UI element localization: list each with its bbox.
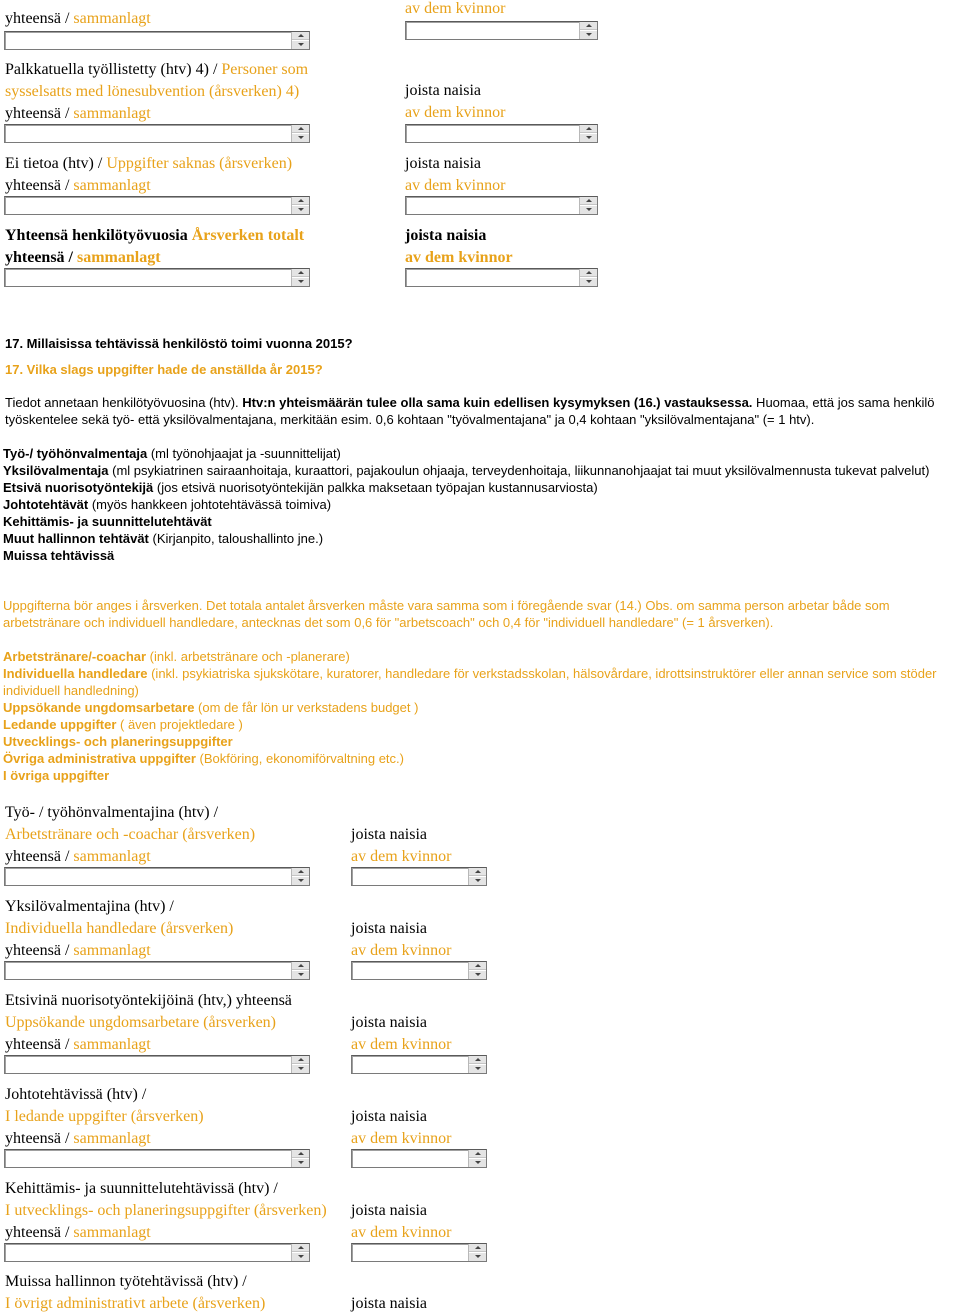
role-row-individual-coach xyxy=(5,896,233,962)
fi-list-item xyxy=(3,445,958,462)
role-row-other-admin xyxy=(5,1271,265,1315)
row1-women-sv: av dem kvinnor xyxy=(405,104,506,121)
spin-up-icon[interactable] xyxy=(469,1244,486,1252)
row3-total-sv: sammanlagt xyxy=(77,249,161,266)
q17-instr-fi-3: Huomaa, että jos sama henkilö työskentelee sekä työ- että yksilövalmentajana, merkitään esim. 0,6 kohtaan "työvalmentajana" ja 0,4 kohtaan "yksilövalmentajana" (= 1 htv). xyxy=(5,395,935,427)
fi-list-item-term: Etsivä nuorisotyöntekijä xyxy=(3,480,154,495)
role-women-sv: av dem kvinnor xyxy=(351,942,452,959)
row2-title-fi: Ei tietoa (htv) / xyxy=(5,155,103,172)
row1-title xyxy=(5,59,308,125)
fi-list-item-term: Työ-/ työhönvalmentaja xyxy=(3,446,148,461)
spin-down-icon[interactable] xyxy=(292,970,309,979)
spin-up-icon[interactable] xyxy=(292,962,309,970)
row3-title xyxy=(5,225,304,269)
role-total-fi: yhteensä / xyxy=(5,848,70,865)
spin-arrows[interactable] xyxy=(468,868,486,885)
spin-down-icon[interactable] xyxy=(292,1158,309,1167)
spin-up-icon[interactable] xyxy=(292,32,309,40)
role-title-sv: I ledande uppgifter (årsverken) xyxy=(5,1108,204,1125)
sv-list-item xyxy=(3,733,958,750)
spin-down-icon[interactable] xyxy=(469,876,486,885)
spin-down-icon[interactable] xyxy=(580,277,597,286)
row2-title-sv: Uppgifter saknas (årsverken) xyxy=(106,155,293,172)
role-total-fi: yhteensä / xyxy=(5,1224,70,1241)
role-women-sv: av dem kvinnor xyxy=(351,1036,452,1053)
development-women-input[interactable] xyxy=(351,1243,487,1262)
row2-women-input[interactable] xyxy=(405,196,598,215)
row1-women-input[interactable] xyxy=(405,124,598,143)
spin-down-icon[interactable] xyxy=(469,1064,486,1073)
spin-down-icon[interactable] xyxy=(292,133,309,142)
spin-up-icon[interactable] xyxy=(469,1056,486,1064)
sv-list-item-term: Ledande uppgifter xyxy=(3,717,117,732)
fi-list-item-term: Kehittämis- ja suunnittelutehtävät xyxy=(3,514,212,529)
row1-women-fi: joista naisia xyxy=(405,82,481,99)
sv-list-item xyxy=(3,767,958,784)
outreach-worker-women-input[interactable] xyxy=(351,1055,487,1074)
spin-arrows[interactable] xyxy=(291,1244,309,1261)
sv-list-item-desc: (Bokföring, ekonomiförvaltning etc.) xyxy=(195,751,404,766)
role-total-sv: sammanlagt xyxy=(73,1036,151,1053)
spin-arrows[interactable] xyxy=(291,1056,309,1073)
role-women-fi: joista naisia xyxy=(351,1014,427,1031)
row2-women-fi: joista naisia xyxy=(405,155,481,172)
q17-instructions-fi xyxy=(5,394,955,428)
row0-total-sv: sammanlagt xyxy=(73,10,151,27)
individual-coach-women-input[interactable] xyxy=(351,961,487,980)
spin-arrows[interactable] xyxy=(579,269,597,286)
role-women-fi: joista naisia xyxy=(351,826,427,843)
spin-arrows[interactable] xyxy=(291,868,309,885)
spin-arrows[interactable] xyxy=(468,1150,486,1167)
row1-title-fi: Palkkatuella työllistetty (htv) 4) / xyxy=(5,61,218,78)
spin-arrows[interactable] xyxy=(468,1244,486,1261)
role-row-development xyxy=(5,1178,327,1244)
spin-down-icon[interactable] xyxy=(292,277,309,286)
role-title-sv: Arbetstränare och -coachar (årsverken) xyxy=(5,826,256,843)
role-total-sv: sammanlagt xyxy=(73,1130,151,1147)
q17-sv-role-list xyxy=(3,648,958,784)
row2-title xyxy=(5,153,292,197)
role-total-sv: sammanlagt xyxy=(73,1224,151,1241)
spin-down-icon[interactable] xyxy=(580,133,597,142)
row0-total-label xyxy=(5,8,151,30)
spin-up-icon[interactable] xyxy=(580,269,597,277)
spin-up-icon[interactable] xyxy=(469,868,486,876)
management-women-input[interactable] xyxy=(351,1149,487,1168)
fi-list-item-desc: (myös hankkeen johtotehtävässä toimiva) xyxy=(88,497,332,512)
spin-arrows[interactable] xyxy=(291,197,309,214)
role-total-fi: yhteensä / xyxy=(5,1130,70,1147)
role-women-fi: joista naisia xyxy=(351,1295,427,1312)
q17-instr-fi-2: Htv:n yhteismäärän tulee olla sama kuin edellisen kysymyksen (16.) vastauksessa. xyxy=(242,395,753,410)
fi-list-item-term: Johtotehtävät xyxy=(3,497,89,512)
row0-total-input[interactable] xyxy=(4,31,310,50)
role-total-fi: yhteensä / xyxy=(5,942,70,959)
sv-list-item-term: Arbetstränare/-coachar xyxy=(3,649,147,664)
role-women-label xyxy=(351,1200,451,1244)
role-title-fi: Johtotehtävissä (htv) / xyxy=(5,1086,147,1103)
role-title-fi: Etsivinä nuorisotyöntekijöinä (htv,) yhteensä xyxy=(5,992,292,1009)
spin-arrows[interactable] xyxy=(291,269,309,286)
role-total-fi: yhteensä / xyxy=(5,1036,70,1053)
sv-list-item-term: Övriga administrativa uppgifter xyxy=(3,751,196,766)
management-total-input[interactable] xyxy=(4,1149,310,1168)
row2-total-input[interactable] xyxy=(4,196,310,215)
spin-up-icon[interactable] xyxy=(292,1150,309,1158)
fi-list-item-term: Muissa tehtävissä xyxy=(3,548,115,563)
spin-arrows[interactable] xyxy=(468,1056,486,1073)
spin-down-icon[interactable] xyxy=(292,205,309,214)
row3-title-sv: Årsverken totalt xyxy=(191,227,305,244)
role-title-sv: I övrigt administrativt arbete (årsverken) xyxy=(5,1295,266,1312)
row0-women-input[interactable] xyxy=(405,21,598,40)
role-title-sv: Individuella handledare (årsverken) xyxy=(5,920,234,937)
row1-title-sv-1: Personer som xyxy=(221,61,309,78)
spin-up-icon[interactable] xyxy=(292,1056,309,1064)
role-women-label xyxy=(351,918,451,962)
row3-women-fi: joista naisia xyxy=(405,227,487,244)
spin-down-icon[interactable] xyxy=(580,205,597,214)
fi-list-item-term: Yksilövalmentaja xyxy=(3,463,109,478)
role-row-management xyxy=(5,1084,204,1150)
spin-arrows[interactable] xyxy=(579,22,597,39)
development-total-input[interactable] xyxy=(4,1243,310,1262)
sv-list-item-desc: ( även projektledare ) xyxy=(116,717,243,732)
role-title-sv: I utvecklings- och planeringsuppgifter (årsverken) xyxy=(5,1202,327,1219)
role-title-fi: Kehittämis- ja suunnittelutehtävissä (htv) / xyxy=(5,1180,278,1197)
spin-arrows[interactable] xyxy=(291,125,309,142)
spin-up-icon[interactable] xyxy=(469,962,486,970)
sv-list-item xyxy=(3,665,958,699)
row3-women-sv: av dem kvinnor xyxy=(405,249,513,266)
spin-up-icon[interactable] xyxy=(292,1244,309,1252)
row3-title-fi: Yhteensä henkilötyövuosia xyxy=(5,227,188,244)
role-women-sv: av dem kvinnor xyxy=(351,848,452,865)
fi-list-item-term: Muut hallinnon tehtävät xyxy=(3,531,149,546)
row2-total-sv: sammanlagt xyxy=(73,177,151,194)
spin-arrows[interactable] xyxy=(579,197,597,214)
sv-list-item xyxy=(3,648,958,665)
fi-list-item xyxy=(3,530,958,547)
q17-fi-role-list xyxy=(3,445,958,564)
q17-instructions-sv: Uppgifterna bör anges i årsverken. Det totala antalet årsverken måste vara samma som i föregående svar (14.) Obs. om samma person arbetar både som arbetstränare och individuell handledare, antecknas det som 0,6 för "arbetscoach" och 0,4 för "individuell handledare" (= 1 årsverken). xyxy=(3,598,890,630)
role-women-label xyxy=(351,824,451,868)
spin-arrows[interactable] xyxy=(291,1150,309,1167)
role-row-outreach-worker xyxy=(5,990,292,1056)
role-women-sv: av dem kvinnor xyxy=(351,1224,452,1241)
sv-list-item xyxy=(3,716,958,733)
role-women-fi: joista naisia xyxy=(351,920,427,937)
role-row-work-coach xyxy=(5,802,255,868)
role-women-sv: av dem kvinnor xyxy=(351,1130,452,1147)
sv-list-item-desc: (inkl. psykiatriska sjukskötare, kuratorer, handledare för verkstadsskolan, hälsovårdare, idrottsinstruktörer eller annan service som stöder individuell handledning) xyxy=(3,666,937,698)
spin-arrows[interactable] xyxy=(291,32,309,49)
fi-list-item xyxy=(3,462,958,479)
spin-down-icon[interactable] xyxy=(580,30,597,39)
row3-women-input[interactable] xyxy=(405,268,598,287)
role-total-sv: sammanlagt xyxy=(73,848,151,865)
row0-women-sv: av dem kvinnor xyxy=(405,0,506,17)
spin-arrows[interactable] xyxy=(468,962,486,979)
fi-list-item-desc: (jos etsivä nuorisotyöntekijän palkka maksetaan työpajan kustannusarviosta) xyxy=(153,480,598,495)
sv-list-item-term: Individuella handledare xyxy=(3,666,148,681)
fi-list-item xyxy=(3,513,958,530)
spin-up-icon[interactable] xyxy=(292,269,309,277)
role-women-fi: joista naisia xyxy=(351,1202,427,1219)
row3-total-fi: yhteensä / xyxy=(5,249,73,266)
q17-heading-sv: 17. Vilka slags uppgifter hade de anställda år 2015? xyxy=(5,362,323,377)
role-title-sv: Uppsökande ungdomsarbetare (årsverken) xyxy=(5,1014,277,1031)
sv-list-item-term: Utvecklings- och planeringsuppgifter xyxy=(3,734,233,749)
outreach-worker-total-input[interactable] xyxy=(4,1055,310,1074)
sv-list-item-desc: (om de får lön ur verkstadens budget ) xyxy=(194,700,419,715)
spin-up-icon[interactable] xyxy=(580,197,597,205)
spin-arrows[interactable] xyxy=(291,962,309,979)
work-coach-women-input[interactable] xyxy=(351,867,487,886)
row1-total-input[interactable] xyxy=(4,124,310,143)
role-title-fi: Muissa hallinnon työtehtävissä (htv) / xyxy=(5,1273,247,1290)
spin-up-icon[interactable] xyxy=(580,125,597,133)
spin-up-icon[interactable] xyxy=(292,197,309,205)
row2-women-sv: av dem kvinnor xyxy=(405,177,506,194)
sv-list-item xyxy=(3,750,958,767)
row3-women-label xyxy=(405,225,513,269)
row1-total-sv: sammanlagt xyxy=(73,105,151,122)
spin-up-icon[interactable] xyxy=(292,125,309,133)
spin-down-icon[interactable] xyxy=(469,1252,486,1261)
row2-women-label xyxy=(405,153,505,197)
fi-list-item-desc: (ml psykiatrinen sairaanhoitaja, kuraattori, pajakoulun ohjaaja, terveydenhoitaja, liikunnanohjaajat tai muut yksilövalmennusta tukevat palvelut) xyxy=(108,463,930,478)
sv-list-item-desc: (inkl. arbetstränare och -planerare) xyxy=(146,649,350,664)
spin-arrows[interactable] xyxy=(579,125,597,142)
spin-down-icon[interactable] xyxy=(469,970,486,979)
q17-instr-fi-1: Tiedot annetaan henkilötyövuosina (htv). xyxy=(5,395,243,410)
spin-down-icon[interactable] xyxy=(469,1158,486,1167)
sv-list-item xyxy=(3,699,958,716)
role-title-fi: Työ- / työhönvalmentajina (htv) / xyxy=(5,804,219,821)
role-women-fi: joista naisia xyxy=(351,1108,427,1125)
spin-down-icon[interactable] xyxy=(292,1252,309,1261)
fi-list-item-desc: (Kirjanpito, taloushallinto jne.) xyxy=(148,531,324,546)
role-total-sv: sammanlagt xyxy=(73,942,151,959)
sv-list-item-term: I övriga uppgifter xyxy=(3,768,110,783)
fi-list-item xyxy=(3,547,958,564)
fi-list-item-desc: (ml työnohjaajat ja -suunnittelijat) xyxy=(147,446,341,461)
fi-list-item xyxy=(3,496,958,513)
individual-coach-total-input[interactable] xyxy=(4,961,310,980)
row1-total-fi: yhteensä / xyxy=(5,105,74,122)
row0-total-fi: yhteensä / xyxy=(5,10,74,27)
role-title-fi: Yksilövalmentajina (htv) / xyxy=(5,898,174,915)
row2-total-fi: yhteensä / xyxy=(5,177,74,194)
spin-up-icon[interactable] xyxy=(292,868,309,876)
role-women-label xyxy=(351,1012,451,1056)
spin-up-icon[interactable] xyxy=(580,22,597,30)
q17-heading-fi: 17. Millaisissa tehtävissä henkilöstö toimi vuonna 2015? xyxy=(5,336,353,351)
spin-down-icon[interactable] xyxy=(292,1064,309,1073)
row3-total-input[interactable] xyxy=(4,268,310,287)
fi-list-item xyxy=(3,479,958,496)
work-coach-total-input[interactable] xyxy=(4,867,310,886)
role-women-label xyxy=(351,1106,451,1150)
spin-down-icon[interactable] xyxy=(292,876,309,885)
row1-title-sv-2: sysselsatts med lönesubvention (årsverken) 4) xyxy=(5,83,300,100)
spin-up-icon[interactable] xyxy=(469,1150,486,1158)
sv-list-item-term: Uppsökande ungdomsarbetare xyxy=(3,700,195,715)
row1-women-label xyxy=(405,80,505,124)
spin-down-icon[interactable] xyxy=(292,40,309,49)
